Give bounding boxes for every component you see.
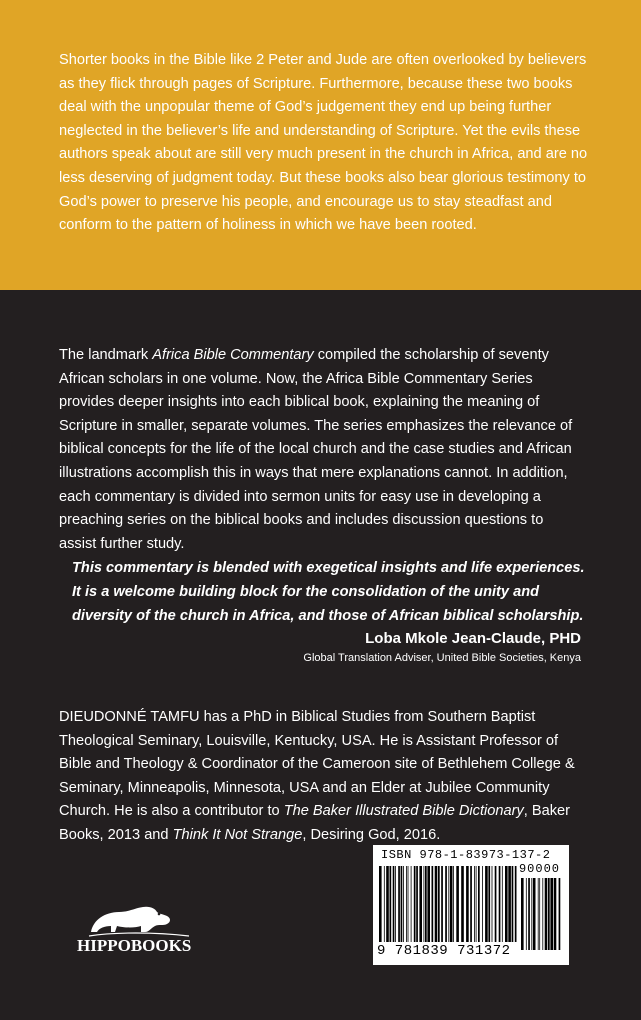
barcode-bar [545, 878, 548, 950]
isbn-label: ISBN 978-1-83973-137-2 [381, 848, 551, 862]
barcode-addon-bars [521, 878, 563, 950]
barcode-bar [476, 866, 477, 942]
author-bio-end: , Desiring God, 2016. [302, 826, 441, 843]
barcode-bar [485, 866, 488, 942]
barcode-bar [466, 866, 469, 942]
barcode-bar [548, 878, 550, 950]
barcode-bar [482, 866, 483, 942]
endorsement-quote: This commentary is blended with exegetical insights and life experiences. It is a welcome building block for the consolidation of the unity and diversity of the church in Africa, and those of African biblical scholarship. [72, 560, 585, 624]
barcode-bar [550, 878, 553, 950]
barcode-bar [395, 866, 396, 942]
barcode-bars [379, 866, 517, 942]
publisher-wordmark [77, 936, 191, 956]
barcode-bar [393, 866, 395, 942]
barcode-bar [531, 878, 532, 950]
author-bio-mid: , Baker Books, 2013 and [59, 803, 571, 843]
series-commentary-title: Africa Bible Commentary [152, 347, 314, 363]
barcode-bar [448, 866, 449, 942]
barcode-bar [526, 878, 527, 950]
endorsement-author: Loba Mkole Jean-Claude, PHD [365, 630, 581, 647]
series-rest: compiled the scholarship of seventy African scholars in one volume. Now, the Africa Bible Commentary Series provides deeper insights into each biblical book, explaining the meaning of Scripture in smaller, separate volumes. The series emphasizes the relevance of biblical concepts for the life of the local church and the case studies and African illustrations accomplish this in ways that mere explanations cannot. In addition, each commentary is divided into sermon units for easy use in developing a preaching series on the biblical books and includes discussion questions to assist further study. [59, 347, 573, 552]
hippo-icon [85, 902, 195, 938]
barcode-bar [456, 866, 459, 942]
barcode-bar [495, 866, 497, 942]
author-bio-book2: Think It Not Strange [172, 826, 303, 843]
barcode-bar [411, 866, 412, 942]
barcode-bar [425, 866, 427, 942]
barcode-bar [515, 866, 517, 942]
barcode-bar [438, 866, 440, 942]
barcode-bar [432, 866, 434, 942]
barcode-bar [453, 866, 454, 942]
barcode-bar [474, 866, 475, 942]
author-bio [59, 706, 589, 848]
barcode-bar [538, 878, 539, 950]
barcode-bar [408, 866, 409, 942]
barcode-bar [470, 866, 472, 942]
barcode-bar [554, 878, 557, 950]
publisher-wordmark-first: HIPPO [77, 936, 131, 955]
barcode-bar [403, 866, 404, 942]
barcode-bar [461, 866, 464, 942]
barcode-bar [379, 866, 382, 942]
barcode-bar [401, 866, 403, 942]
barcode-bar [505, 866, 508, 942]
barcode-bar [441, 866, 443, 942]
barcode-bar [539, 878, 540, 950]
barcode-bar [488, 866, 490, 942]
barcode-bar [521, 878, 524, 950]
barcode-bar [419, 866, 422, 942]
barcode-bar [384, 866, 385, 942]
top-blurb-panel [0, 0, 641, 290]
barcode-bar [508, 866, 511, 942]
barcode-bar [499, 866, 501, 942]
barcode-bar [424, 866, 425, 942]
barcode-bar [398, 866, 400, 942]
barcode-bar [492, 866, 493, 942]
barcode-bar [478, 866, 480, 942]
barcode-bar [450, 866, 453, 942]
series-intro: The landmark [59, 347, 153, 363]
barcode-bar [512, 866, 514, 942]
barcode-bar [414, 866, 416, 942]
top-blurb-text: Shorter books in the Bible like 2 Peter and Jude are often overlooked by believers as they flick through pages of Scripture. Furthermore, because these two books deal with the unpopular theme of God’s judgement they end up being further neglected in the believer’s life and understanding of Scripture. Yet the evils these authors speak about are still very much present in the church in Africa, and are no less deserving of judgment today. But these books also bear glorious testimony to God’s power to preserve his people, and encourage us to stay steadfast and conform to the pattern of holiness in which we have been rooted. [59, 52, 588, 234]
author-bio-text: DIEUDONNÉ TAMFU has a PhD in Biblical Studies from Southern Baptist Theological Seminary, Louisville, Kentucky, USA. He is Assistant Professor of Bible and Theology & Coordinator of the Cameroon site of Bethlehem College & Seminary, Minneapolis, Minnesota, USA and an Elder at Jubilee Community Church. He is also a contributor to [59, 709, 575, 820]
barcode-bar [416, 866, 418, 942]
barcode-bar [390, 866, 392, 942]
barcode-bar [435, 866, 438, 942]
isbn-digits: 9 781839 731372 [377, 943, 511, 959]
barcode-bar [427, 866, 430, 942]
barcode-bar [559, 878, 561, 950]
publisher-wordmark-second: BOOKS [130, 936, 192, 955]
barcode-bar [386, 866, 389, 942]
series-description [59, 344, 584, 556]
price-code: 90000 [518, 862, 560, 876]
barcode-bar [533, 878, 536, 950]
barcode-bar [502, 866, 503, 942]
barcode-bar [528, 878, 530, 950]
barcode-bar [542, 878, 543, 950]
author-bio-book1: The Baker Illustrated Bible Dictionary [283, 803, 524, 820]
barcode-bar [406, 866, 407, 942]
barcode-box [373, 845, 569, 965]
barcode-bar [445, 866, 447, 942]
endorsement-role: Global Translation Adviser, United Bible Societies, Kenya [303, 652, 581, 664]
publisher-logo [75, 902, 215, 962]
